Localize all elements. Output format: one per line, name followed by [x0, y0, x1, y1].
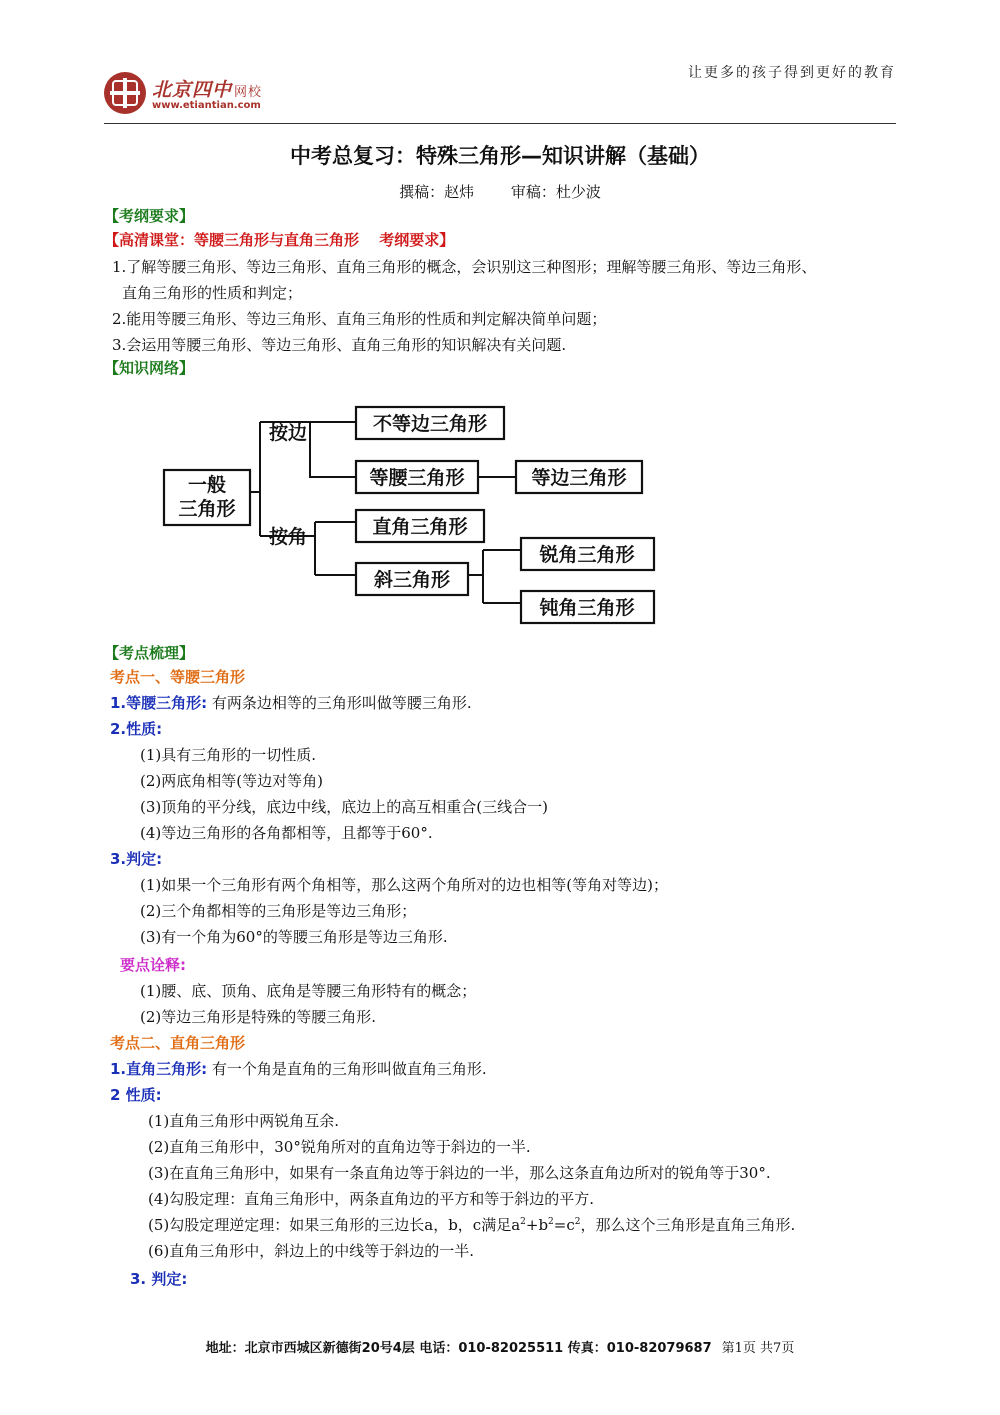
point1-prop-label: 2.性质:: [110, 720, 163, 738]
point2-prop-1: (1)直角三角形中两锐角互余.: [148, 1112, 340, 1130]
header-divider: [104, 123, 896, 124]
point1-judge-2: (2)三个角都相等的三角形是等边三角形；: [140, 902, 417, 920]
slogan: 让更多的孩子得到更好的教育: [688, 65, 896, 81]
page-title: 中考总复习：特殊三角形—知识讲解（基础）: [290, 144, 710, 168]
label-equilateral: 等边三角形: [531, 467, 627, 489]
point1-judge-1: (1)如果一个三角形有两个角相等，那么这两个角所对的边也相等(等角对等边)；: [140, 876, 668, 894]
label-scalene: 不等边三角形: [372, 413, 488, 435]
point2-heading: 考点二、直角三角形: [110, 1034, 246, 1052]
req-3: 3.会运用等腰三角形、等边三角形、直角三角形的知识解决有关问题.: [112, 336, 567, 354]
point2-prop-4: (4)勾股定理：直角三角形中，两条直角边的平方和等于斜边的平方.: [148, 1190, 595, 1208]
section-kaogang: 【考纲要求】: [104, 207, 195, 225]
label-by-angle: 按角: [268, 526, 308, 548]
point2-judge-label: 3. 判定:: [130, 1270, 188, 1288]
point1-judge-3: (3)有一个角为60°的等腰三角形是等边三角形.: [140, 928, 448, 946]
point1-prop-2: (2)两底角相等(等边对等角): [140, 772, 323, 790]
point1-def: 1.等腰三角形: 有两条边相等的三角形叫做等腰三角形.: [110, 694, 472, 712]
label-right: 直角三角形: [372, 516, 468, 538]
hd-class-link[interactable]: 【高清课堂：等腰三角形与直角三角形 考纲要求】: [104, 231, 455, 249]
req-1a: 1.了解等腰三角形、等边三角形、直角三角形的概念，会识别这三种图形；理解等腰三角形、等边三角形、: [112, 258, 817, 276]
knowledge-network-diagram: [150, 395, 670, 635]
point1-note-1: (1)腰、底、顶角、底角是等腰三角形特有的概念；: [140, 982, 477, 1000]
reviewer: 审稿：杜少波: [510, 183, 601, 201]
req-1b: 直角三角形的性质和判定；: [122, 284, 303, 302]
label-acute: 锐角三角形: [539, 544, 635, 566]
point1-note-label: 要点诠释:: [120, 956, 186, 974]
point2-prop-3: (3)在直角三角形中，如果有一条直角边等于斜边的一半，那么这条直角边所对的锐角等于30°.: [148, 1164, 771, 1182]
authors: [0, 181, 1000, 202]
logo-name: 北京四中 网校: [152, 79, 263, 101]
section-network: 【知识网络】: [104, 359, 195, 377]
point1-heading: 考点一、等腰三角形: [110, 668, 246, 686]
logo-url: www.etiantian.com: [152, 100, 261, 111]
logo: [104, 72, 262, 114]
point1-prop-3: (3)顶角的平分线，底边中线，底边上的高互相重合(三线合一): [140, 798, 548, 816]
section-kaodian: 【考点梳理】: [104, 644, 195, 662]
point2-prop-6: (6)直角三角形中，斜边上的中线等于斜边的一半.: [148, 1242, 475, 1260]
label-by-side: 按边: [268, 422, 308, 444]
point1-note-2: (2)等边三角形是特殊的等腰三角形.: [140, 1008, 377, 1026]
writer: 撰稿：赵炜: [399, 183, 475, 201]
point2-prop-2: (2)直角三角形中，30°锐角所对的直角边等于斜边的一半.: [148, 1138, 531, 1156]
logo-seal-icon: [104, 72, 146, 114]
point1-judge-label: 3.判定:: [110, 850, 163, 868]
label-isosceles: 等腰三角形: [369, 467, 465, 489]
point2-prop-5: (5)勾股定理逆定理：如果三角形的三边长a，b，c满足$a^2+b^2=c^2$，那么这个三角形是直角三角形.: [148, 1216, 796, 1234]
point1-prop-4: (4)等边三角形的各角都相等，且都等于60°.: [140, 824, 433, 842]
label-oblique: 斜三角形: [373, 569, 451, 591]
point2-prop-label: 2 性质:: [110, 1086, 162, 1104]
point1-prop-1: (1)具有三角形的一切性质.: [140, 746, 317, 764]
label-general-1: 一般: [187, 474, 227, 496]
footer: [0, 1337, 1000, 1356]
page-number: 第1页 共7页: [721, 1341, 795, 1356]
footer-address: 地址：北京市西城区新德街20号4层 电话：010-82025511 传真：010-82079687: [205, 1341, 712, 1356]
label-general-2: 三角形: [178, 498, 236, 520]
label-obtuse: 钝角三角形: [539, 597, 635, 619]
req-2: 2.能用等腰三角形、等边三角形、直角三角形的性质和判定解决简单问题；: [112, 310, 607, 328]
point2-def: 1.直角三角形: 有一个角是直角的三角形叫做直角三角形.: [110, 1060, 487, 1078]
